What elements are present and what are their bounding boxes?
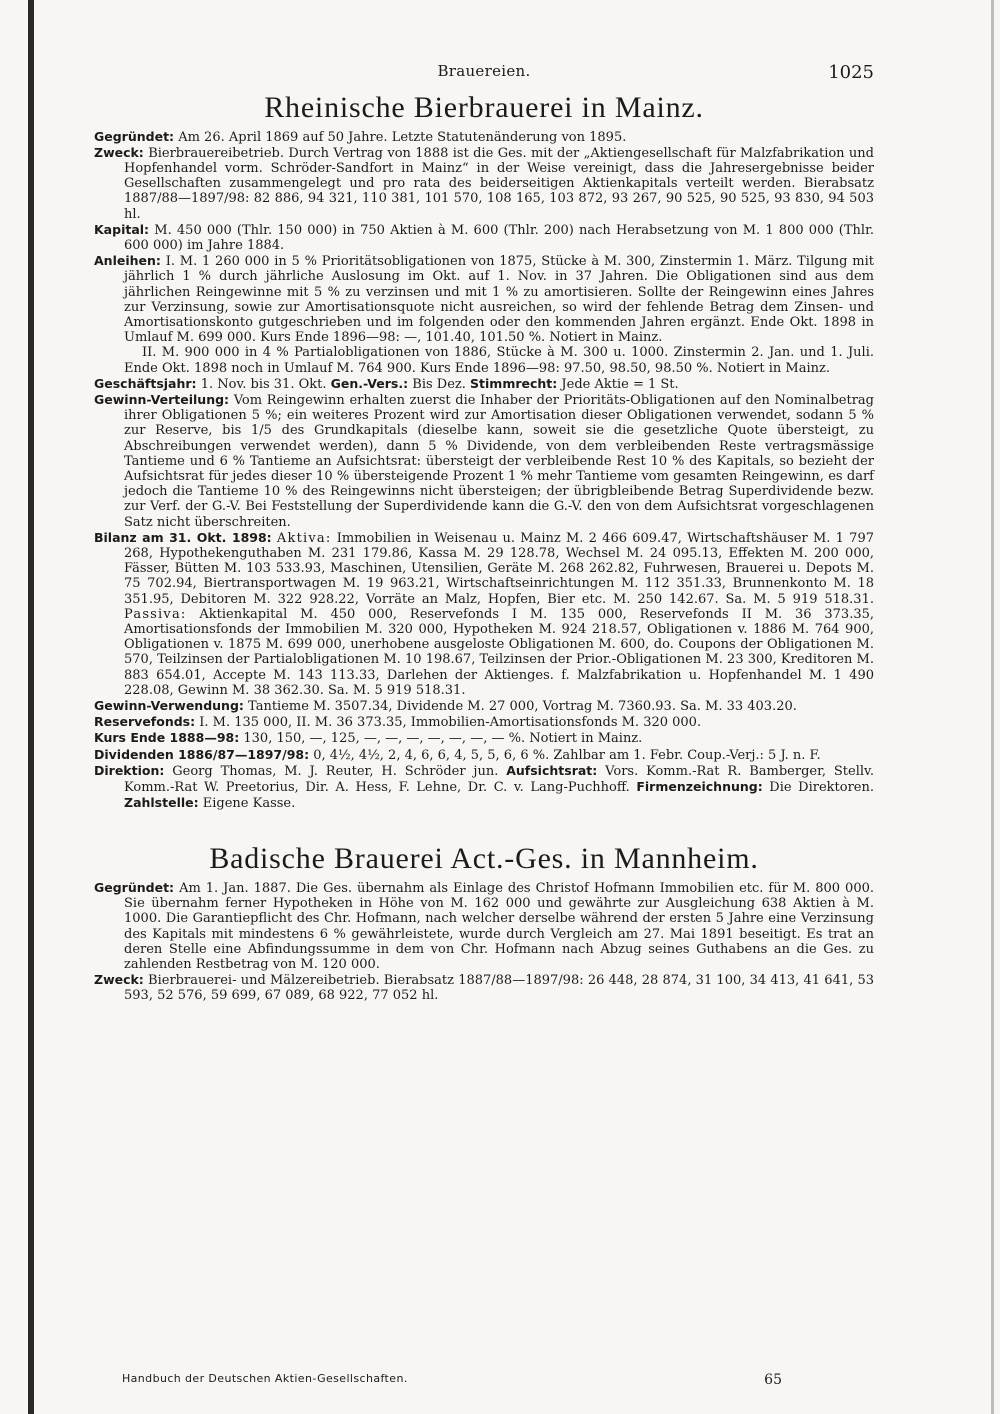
text-gewinn-verwendung: Tantieme M. 3507.34, Dividende M. 27 000, Vortrag M. 7360.93. Sa. M. 33 403.20.: [248, 699, 797, 715]
label-gegruendet: Gegründet:: [94, 128, 175, 144]
company-title-rheinische: Rheinische Bierbrauerei in Mainz.: [264, 91, 704, 124]
label-genvers: Gen.-Vers.:: [330, 375, 409, 391]
label-gewinn-verteilung: Gewinn-Verteilung:: [94, 391, 230, 407]
label-firmenzeichnung: Firmenzeichnung:: [636, 779, 763, 795]
label-reservefonds: Reservefonds:: [94, 714, 196, 730]
entry-geschaeftsjahr: [94, 376, 874, 392]
text-kapital: M. 450 000 (Thlr. 150 000) in 750 Aktien à M. 600 (Thlr. 200) nach Herabsetzung von M. 1 800 000 (Thlr. 600 000) im Jahre 1884.: [124, 222, 874, 253]
text-gewinn-verteilung: Vom Reingewinn erhalten zuerst die Inhaber der Prioritäts-Obligationen auf den Nominalbetrag ihrer Obligationen 5 %; ein weiteres Prozent wird zur Amortisation dieser Obligationen verwendet, sodann 5 % zur Reserve, bis 1/5 des Grundkapitals (dieselbe kann, soweit sie die gesetzliche Quote übersteigt, zu Abschreibungen verwendet werden), dann 5 % Dividende, von dem verbleibenden Reste vertragsmässige Tantieme und 6 % Tantieme an Aufsichtsrat: übersteigt der verbleibende Rest 10 % des Kapitals, so bezieht der Aufsichtsrat für jedes dieser 10 % übersteigende Prozent 1 % mehr Tantieme vom gesamten Reingewinn, es darf jedoch die Tantieme 10 % des Reingewinns nicht übersteigen; der übrigbleibende Betrag Superdividende bezw. zur Verf. der G.-V. Bei Feststellung der Superdividende kann die G.-V. den von dem Aufsichtsrat vorgeschlagenen Satz nicht überschreiten.: [124, 392, 874, 530]
label-gewinn-verwendung: Gewinn-Verwendung:: [94, 698, 244, 714]
text-passiva: Aktienkapital M. 450 000, Reservefonds I M. 135 000, Reservefonds II M. 36 373.35, Amortisationsfonds der Immobilien M. 320 000, Hypotheken M. 924 218.57, Obligationen v. 1886 M. 764 900, Obligationen v. 1875 M. 699 000, unerhobene ausgeloste Obligationen M. 600, do. Coupons der Obligationen M. 570, Teilzinsen der Partialobligationen M. 10 198.67, Teilzinsen der Prior.-Obligationen M. 23 300, Kreditoren M. 883 654.01, Accepte M. 143 113.33, Darlehen der Aktienges. f. Malzfabrikation u. Hopfenhandel M. 1 490 228.08, Gewinn M. 38 362.30. Sa. M. 5 919 518.31.: [124, 606, 874, 698]
label-zweck: Zweck:: [94, 144, 144, 160]
page-header: [94, 62, 874, 86]
text-zweck-2: Bierbrauerei- und Mälzereibetrieb. Bierabsatz 1887/88—1897/98: 26 448, 28 874, 31 100, 34 413, 41 641, 53 593, 52 576, 59 699, 67 089, 68 922, 77 052 hl.: [124, 973, 875, 1004]
text-zahlstelle: Eigene Kasse.: [202, 796, 296, 812]
entry-kurs: [94, 730, 874, 746]
label-passiva: Passiva:: [124, 606, 187, 622]
entry-zweck-2: [94, 972, 874, 1003]
company-title-badische: Badische Brauerei Act.-Ges. in Mannheim.: [209, 842, 759, 876]
text-gegruendet: Am 26. April 1869 auf 50 Jahre. Letzte Statutenänderung von 1895.: [178, 129, 627, 145]
text-anleihen-1: I. M. 1 260 000 in 5 % Prioritätsobligationen von 1875, Stücke à M. 300, Zinstermin 1. März. Tilgung mit jährlich 1 % durch jährliche Auslosung im Okt. auf 1. Nov. in 37 Jahren. Die Obligationen sind aus dem jährlichen Reingewinne mit 5 % zu verzinsen und mit 1 % zu amortisieren. Sollte der Reingewinn eines Jahres zur Verzinsung, sowie zur Amortisationsquote nicht ausreichen, so wird der fehlende Betrag dem Zinsen- und Amortisationskonto gutgeschrieben und im folgenden oder den kommenden Jahren ergänzt. Ende Okt. 1898 in Umlauf M. 699 000. Kurs Ende 1896—98: —, 101.40, 101.50 %. Notiert in Mainz.: [124, 254, 874, 346]
label-aktiva: Aktiva:: [276, 530, 332, 546]
footer-signature: 65: [764, 1372, 782, 1388]
entry-anleihen-2: [94, 345, 874, 375]
label-geschaeftsjahr: Geschäftsjahr:: [94, 375, 197, 391]
entry-kapital: [94, 222, 874, 253]
text-anleihen-2: II. M. 900 000 in 4 % Partialobligationen von 1886, Stücke à M. 300 u. 1000. Zinstermin 2. Jan. und 1. Juli. Ende Okt. 1898 noch in Umlauf M. 764 900. Kurs Ende 1896—98: 97.50, 98.50, 98.50 %. Notiert in Mainz.: [124, 345, 874, 376]
entry-reservefonds: [94, 714, 874, 730]
text-aufsichtsrat: Vors. Komm.-Rat R. Bamberger, Stellv. Komm.-Rat W. Preetorius, Dir. A. Hess, F. Lehne, Dr. C. v. Lang-Puchhoff.: [124, 763, 874, 796]
text-direktion: Georg Thomas, M. J. Reuter, H. Schröder jun.: [172, 763, 499, 779]
text-gegruendet-2: Am 1. Jan. 1887. Die Ges. übernahm als Einlage des Christof Hofmann Immobilien etc. für M. 800 000. Sie übernahm ferner Hypotheken in Höhe von M. 162 000 und gewährte zur Ausgleichung 638 Aktien à M. 1000. Die Garantiepflicht des Chr. Hofmann, nach welcher derselbe während der ersten 5 Jahre eine Verzinsung des Kapitals mit mindestens 6 % gewährleistete, wurde durch Vergleich am 27. Mai 1891 beseitigt. Es trat an deren Stelle eine Abfindungssumme in dem von Chr. Hofmann nach Abzug seines Guthabens an die Ges. zu zahlenden Restbetrag von M. 120 000.: [124, 880, 874, 972]
entry-direktion: [94, 763, 874, 812]
entry-zweck: [94, 145, 874, 222]
text-zweck: Bierbrauereibetrieb. Durch Vertrag von 1888 ist die Ges. mit der „Aktiengesellschaft für Malzfabrikation und Hopfenhandel vorm. Schröder-Sandfort in Mainz“ in der Weise vereinigt, dass die Jahresergebnisse beider Gesellschaften zusammengelegt und pro rata des beiderseitigen Aktienkapitals verteilt werden. Bierabsatz 1887/88—1897/98: 82 886, 94 321, 110 381, 101 570, 108 165, 103 872, 93 267, 90 525, 90 525, 93 830, 94 503 hl.: [124, 145, 874, 222]
running-head: Brauereien.: [437, 62, 531, 80]
entry-gewinn-verteilung: [94, 392, 874, 530]
entry-dividenden: [94, 747, 874, 763]
label-direktion: Direktion:: [94, 762, 165, 778]
label-zweck-2: Zweck:: [94, 972, 144, 988]
text-geschaeftsjahr: 1. Nov. bis 31. Okt.: [200, 376, 327, 392]
entry-bilanz: [94, 530, 874, 698]
content: [94, 88, 874, 1004]
page-edge-right: [991, 0, 994, 1414]
page-footer: [122, 1372, 782, 1390]
label-gegruendet-2: Gegründet:: [94, 879, 175, 895]
label-aufsichtsrat: Aufsichtsrat:: [506, 762, 598, 778]
entry-gegruendet-2: [94, 880, 874, 972]
label-zahlstelle: Zahlstelle:: [124, 795, 199, 811]
text-genvers: Bis Dez.: [412, 376, 466, 392]
text-stimmrecht: Jede Aktie = 1 St.: [561, 376, 679, 392]
label-anleihen: Anleihen:: [94, 253, 161, 269]
text-kurs: 130, 150, —, 125, —, —, —, —, —, —, — %. Notiert in Mainz.: [243, 731, 643, 747]
text-aktiva: Immobilien in Weisenau u. Mainz M. 2 466 609.47, Wirtschaftshäuser M. 1 797 268, Hypothekenguthaben M. 231 179.86, Kassa M. 29 128.78, Wechsel M. 24 095.13, Effekten M. 200 000, Fässer, Bütten M. 103 533.93, Maschinen, Utensilien, Geräte M. 268 262.82, Fuhrwesen, Brauerei u. Depots M. 75 702.94, Biertransportwagen M. 19 963.21, Wirtschaftseinrichtungen M. 112 351.33, Brunnenkonto M. 18 351.95, Debitoren M. 322 928.22, Vorräte an Malz, Hopfen, Bier etc. M. 250 142.67. Sa. M. 5 919 518.31.: [124, 530, 874, 607]
page-number: 1025: [828, 62, 874, 83]
entry-anleihen: [94, 253, 874, 345]
label-stimmrecht: Stimmrecht:: [470, 375, 558, 391]
label-kurs: Kurs Ende 1888—98:: [94, 730, 240, 746]
label-dividenden: Dividenden 1886/87—1897/98:: [94, 746, 310, 762]
entry-gewinn-verwendung: [94, 698, 874, 714]
text-reservefonds: I. M. 135 000, II. M. 36 373.35, Immobilien-Amortisationsfonds M. 320 000.: [199, 715, 702, 731]
page-edge-shadow: [28, 0, 34, 1414]
entry-gegruendet: [94, 129, 874, 145]
text-dividenden: 0, 4½, 4½, 2, 4, 6, 6, 4, 5, 5, 6, 6 %. Zahlbar am 1. Febr. Coup.-Verj.: 5 J. n. F.: [313, 747, 821, 763]
label-kapital: Kapital:: [94, 221, 150, 237]
label-bilanz: Bilanz am 31. Okt. 1898:: [94, 529, 272, 545]
text-firmenzeichnung: Die Direktoren.: [769, 780, 874, 796]
footer-source: Handbuch der Deutschen Aktien-Gesellschaften.: [122, 1372, 408, 1385]
